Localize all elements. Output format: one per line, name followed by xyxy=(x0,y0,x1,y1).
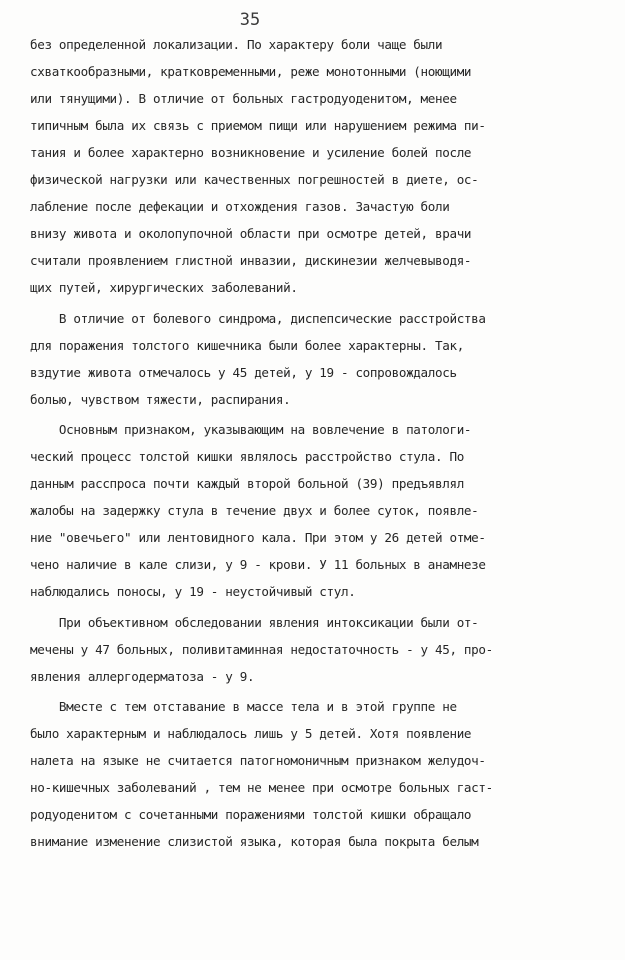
text-line: жалобы на задержку стула в течение двух и более суток, появле- xyxy=(30,503,479,518)
text-line: болью, чувством тяжести, распирания. xyxy=(30,392,291,407)
text-line: физической нагрузки или качественных погрешностей в диете, ос- xyxy=(30,172,479,187)
text-line: без определенной локализации. По характеру боли чаще были xyxy=(30,37,443,52)
text-line: вздутие живота отмечалось у 45 детей, у 19 - сопровождалось xyxy=(30,365,457,380)
text-line: При объективном обследовании явления интоксикации были от- xyxy=(30,615,479,630)
text-line: Вместе с тем отставание в массе тела и в этой группе не xyxy=(30,699,457,714)
text-line: данным расспроса почти каждый второй больной (39) предъявлял xyxy=(30,476,464,491)
text-line: считали проявлением глистной инвазии, дискинезии желчевыводя- xyxy=(30,253,472,268)
text-line: лабление после дефекации и отхождения газов. Зачастую боли xyxy=(30,199,450,214)
text-line: типичным была их связь с приемом пищи или нарушением режима пи- xyxy=(30,118,486,133)
text-line: В отличие от болевого синдрома, диспепсические расстройства xyxy=(30,311,486,326)
text-line: наблюдались поносы, у 19 - неустойчивый стул. xyxy=(30,584,356,599)
text-line: явления аллергодерматоза - у 9. xyxy=(30,669,255,684)
text-line: родуоденитом с сочетанными поражениями толстой кишки обращало xyxy=(30,807,472,822)
text-line: внизу живота и околопупочной области при осмотре детей, врачи xyxy=(30,226,472,241)
text-line: тания и более характерно возникновение и усиление болей после xyxy=(30,145,472,160)
page-number: 35 xyxy=(239,10,261,30)
text-line: мечены у 47 больных, поливитаминная недостаточность - у 45, про- xyxy=(30,642,493,657)
text-line: ческий процесс толстой кишки являлось расстройство стула. По xyxy=(30,449,464,464)
text-line: налета на языке не считается патогномоничным признаком желудоч- xyxy=(30,753,486,768)
text-line: или тянущими). В отличие от больных гастродуоденитом, менее xyxy=(30,91,457,106)
text-line: схваткообразными, кратковременными, реже монотонными (ноющими xyxy=(30,64,472,79)
text-line: но-кишечных заболеваний , тем не менее при осмотре больных гаст- xyxy=(30,780,493,795)
text-line: для поражения толстого кишечника были более характерны. Так, xyxy=(30,338,464,353)
text-line: внимание изменение слизистой языка, которая была покрыта белым xyxy=(30,834,479,849)
text-line: щих путей, хирургических заболеваний. xyxy=(30,280,298,295)
text-line: было характерным и наблюдалось лишь у 5 детей. Хотя появление xyxy=(30,726,472,741)
text-line: ние "овечьего" или лентовидного кала. При этом у 26 детей отме- xyxy=(30,530,486,545)
text-line: чено наличие в кале слизи, у 9 - крови. У 11 больных в анамнезе xyxy=(30,557,486,572)
text-line: Основным признаком, указывающим на вовлечение в патологи- xyxy=(30,422,472,437)
